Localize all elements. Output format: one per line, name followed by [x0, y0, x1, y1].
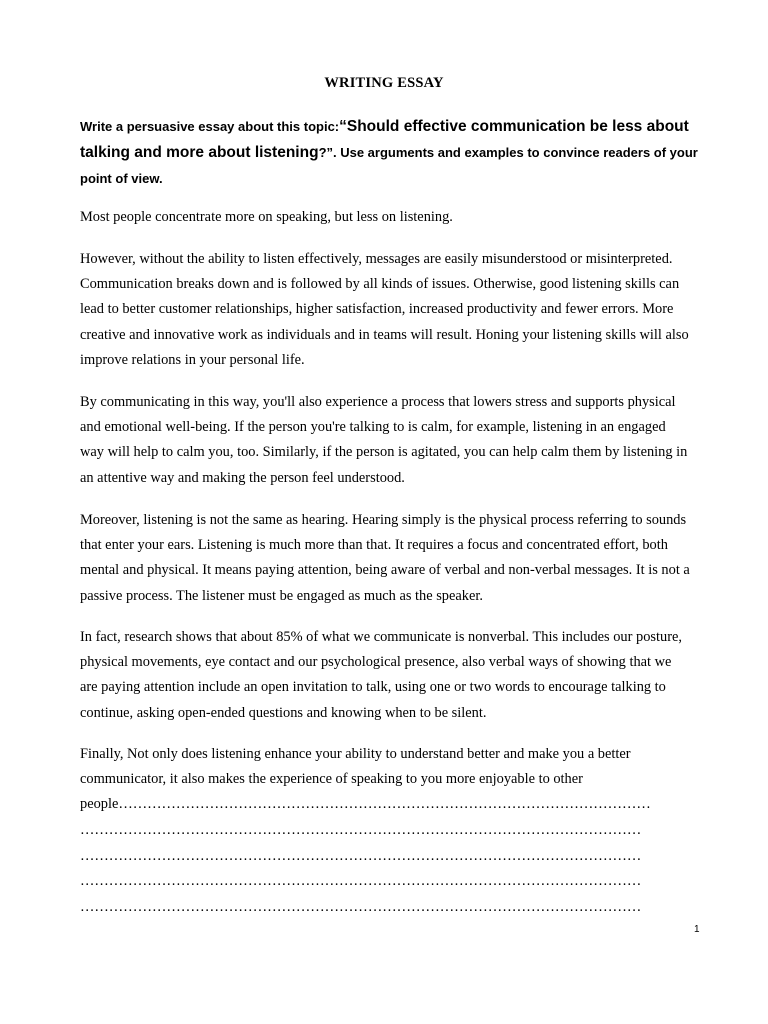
paragraph-4: Moreover, listening is not the same as hearing. Hearing simply is the physical process referring to sounds that enter your ears. Listening is much more than that. It requires a focus and concentrated effort, both mental and physical. It means paying attention, being aware of verbal and non-verbal messages. It is not a passive process. The listener must be engaged as much as the speaker.	[80, 512, 690, 604]
prompt-tail: ?”. Use arguments and examples to convince readers of your point of view.	[80, 145, 698, 186]
dotted-writing-line: ………………………………………………………………………………………………………	[80, 873, 642, 889]
dotted-writing-line: ………………………………………………………………………………………………………	[80, 822, 642, 838]
dotted-writing-line: ………………………………………………………………………………………………………	[80, 899, 642, 915]
paragraph-3: By communicating in this way, you'll also experience a process that lowers stress and supports physical and emotional well-being. If the person you're talking to is calm, for example, listening in an engaged way will help to calm you, too. Similarly, if the person is agitated, you can help calm them by listening in an attentive way and making the person feel understood.	[80, 394, 688, 486]
essay-title: WRITING ESSAY	[324, 75, 444, 91]
paragraph-2: However, without the ability to listen effectively, messages are easily misunderstood or misinterpreted. Communication breaks down and is followed by all kinds of issues. Otherwise, good listening skills can lead to better customer relationships, higher satisfaction, increased productivity and fewer errors. More creative and innovative work as individuals and in teams will result. Honing your listening skills will also improve relations in your personal life.	[80, 251, 689, 368]
paragraph-6: Finally, Not only does listening enhance your ability to understand better and make you a better communicator, it also makes the experience of speaking to you more enjoyable to other people…………………………………………………………………………………………………	[80, 746, 651, 813]
paragraph-5: In fact, research shows that about 85% of what we communicate is nonverbal. This includes our posture, physical movements, eye contact and our psychological presence, also verbal ways of showing that we are paying attention include an open invitation to talk, using one or two words to encourage talking to continue, asking open-ended questions and knowing when to be silent.	[80, 629, 682, 721]
prompt-intro: Write a persuasive essay about this topic:	[80, 119, 340, 134]
page-number: 1	[694, 924, 700, 935]
prompt-topic: “Should effective communication be less about talking and more about listening	[80, 118, 689, 161]
dotted-writing-line: ………………………………………………………………………………………………………	[80, 848, 642, 864]
essay-prompt	[80, 114, 700, 192]
paragraph-1: Most people concentrate more on speaking, but less on listening.	[80, 209, 453, 225]
